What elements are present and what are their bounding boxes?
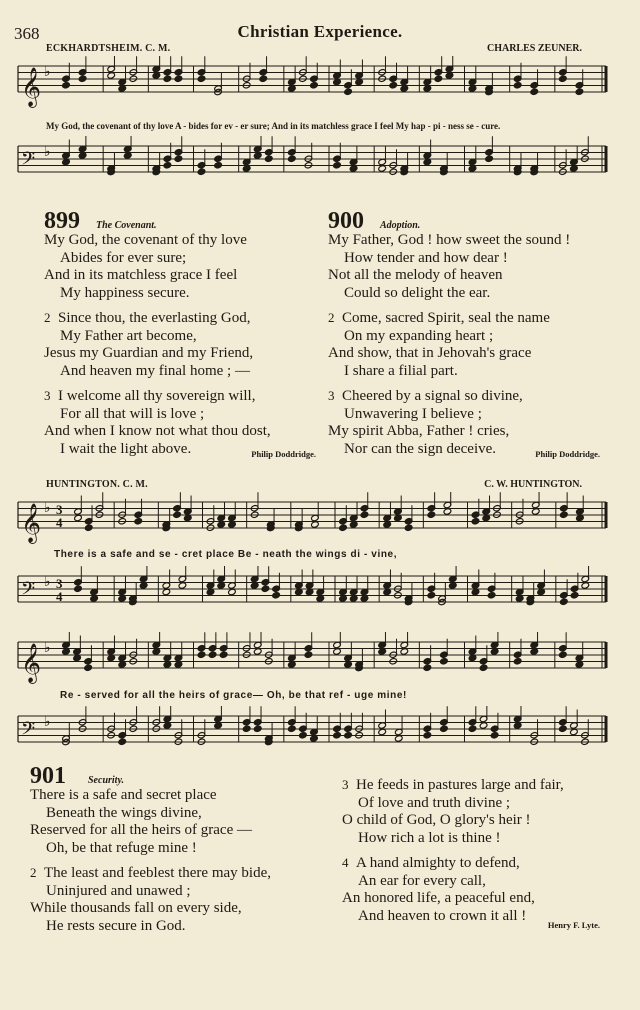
verse-line: How rich a lot is thine ! xyxy=(358,829,501,846)
note-head xyxy=(197,75,206,82)
note-head xyxy=(490,732,499,739)
hymn-901-author: Henry F. Lyte. xyxy=(547,920,600,930)
note-head xyxy=(427,592,436,599)
verse-line: Could so delight the ear. xyxy=(344,284,491,301)
hymn-901-text-right xyxy=(342,776,622,925)
note-head xyxy=(265,155,274,162)
music-staff-bass-3 xyxy=(14,706,614,762)
time-signature: 3 xyxy=(56,576,63,591)
verse-line: Jesus my Guardian and my Friend, xyxy=(44,345,254,361)
note-head xyxy=(242,725,251,732)
note-head xyxy=(261,585,270,592)
hymn-title: Security. xyxy=(88,775,125,786)
note-head xyxy=(304,651,313,658)
verse-line: Beneath the wings divine, xyxy=(46,804,202,821)
flat-icon: ♭ xyxy=(44,714,51,730)
verse-line: My spirit Abba, Father ! cries, xyxy=(328,423,510,439)
stanza-number: 2 xyxy=(44,310,51,325)
verse-line: Come, sacred Spirit, seal the name xyxy=(342,310,550,326)
note-head xyxy=(163,75,172,82)
hymn-title: The Covenant. xyxy=(96,220,157,231)
note-head xyxy=(389,82,398,89)
verse-line: My happiness secure. xyxy=(60,284,190,301)
verse-line: Not all the melody of heaven xyxy=(328,267,503,283)
bass-clef-icon: 𝄢 xyxy=(21,719,36,744)
hymn-900-author: Philip Doddridge. xyxy=(535,449,600,459)
verse-line: While thousands fall on every side, xyxy=(30,900,242,916)
note-head xyxy=(333,732,342,739)
note-head xyxy=(253,725,262,732)
note-head xyxy=(471,518,480,525)
treble-clef-icon: 𝄞 xyxy=(21,67,42,107)
stanza-1 xyxy=(328,232,618,302)
verse-line: Reserved for all the heirs of grace — xyxy=(30,822,252,838)
note-head xyxy=(214,162,223,169)
note-head xyxy=(560,598,569,605)
verse-line: Uninjured and unawed ; xyxy=(46,882,191,899)
verse-line: Since thou, the everlasting God, xyxy=(58,310,251,326)
note-head xyxy=(434,75,443,82)
verse-line: O child of God, O glory's heir ! xyxy=(342,812,531,828)
note-head xyxy=(468,725,477,732)
note-head xyxy=(134,518,143,525)
music-staff-treble-1 xyxy=(14,56,614,112)
hymn-899-header xyxy=(44,208,157,235)
note-head xyxy=(173,511,182,518)
stanza-3 xyxy=(328,387,618,458)
note-head xyxy=(344,88,353,95)
hymn-899-text xyxy=(44,232,314,458)
note-head xyxy=(208,651,217,658)
note-head xyxy=(288,725,297,732)
verse-line: Oh, be that refuge mine ! xyxy=(46,839,197,856)
note-head xyxy=(360,511,369,518)
verse-line: Of love and truth divine ; xyxy=(358,794,511,811)
stanza-number: 4 xyxy=(342,855,349,870)
music-staff-treble-3 xyxy=(14,632,614,688)
verse-line: And in its matchless grace I feel xyxy=(44,267,238,283)
note-head xyxy=(118,738,127,745)
hymn-901-text-left xyxy=(30,787,330,935)
note-head xyxy=(560,511,569,518)
verse-line: For all that will is love ; xyxy=(60,405,205,422)
note-head xyxy=(219,651,228,658)
note-head xyxy=(530,88,539,95)
verse-line: There is a safe and secret place xyxy=(30,787,217,803)
verse-line: And heaven to crown it all ! xyxy=(358,907,527,924)
verse-line: Cheered by a signal so divine, xyxy=(342,388,523,404)
bass-clef-icon: 𝄢 xyxy=(21,579,36,604)
note-head xyxy=(559,725,568,732)
note-head xyxy=(440,658,449,665)
music-staff-bass-1 xyxy=(14,136,614,194)
verse-line: My Father art become, xyxy=(60,327,197,344)
note-head xyxy=(479,664,488,671)
stanza-2 xyxy=(30,864,330,935)
note-head xyxy=(163,162,172,169)
hymn-number: 901 xyxy=(30,763,66,789)
stanza-3 xyxy=(44,387,314,458)
verse-line: He feeds in pastures large and fair, xyxy=(356,777,564,793)
hymn-900-header xyxy=(328,208,420,235)
lyric-underlay-1: My God, the covenant of thy love A - bides for ev - er sure; And in its matchless grace I feel My hap - pi - ness se - cure. xyxy=(46,121,501,131)
verse-line: My God, the covenant of thy love xyxy=(44,232,247,248)
music-staff-bass-2 xyxy=(14,566,614,622)
lyric-underlay-3: Re - served for all the heirs of grace— Oh, be that ref - uge mine! xyxy=(60,690,407,701)
verse-line: Unwavering I believe ; xyxy=(344,405,482,422)
flat-icon: ♭ xyxy=(44,574,51,590)
stanza-3 xyxy=(342,776,622,847)
verse-line: The least and feeblest there may bide, xyxy=(44,865,271,881)
verse-line: I welcome all thy sovereign will, xyxy=(58,388,256,404)
note-head xyxy=(84,664,93,671)
note-head xyxy=(487,592,496,599)
verse-line: Abides for ever sure; xyxy=(60,249,187,266)
note-head xyxy=(339,524,348,531)
verse-line: And show, that in Jehovah's grace xyxy=(328,345,532,361)
tune-name-eckhardtsheim: ECKHARDTSHEIM. C. M. xyxy=(46,43,171,54)
note-head xyxy=(559,75,568,82)
flat-icon: ♭ xyxy=(44,144,51,160)
note-head xyxy=(575,88,584,95)
verse-line: A hand almighty to defend, xyxy=(356,855,520,871)
hymn-title: Adoption. xyxy=(380,220,421,231)
note-head xyxy=(513,82,522,89)
note-head xyxy=(78,75,87,82)
hymn-number: 900 xyxy=(328,208,364,234)
note-head xyxy=(197,168,206,175)
note-head xyxy=(513,658,522,665)
time-signature: 4 xyxy=(56,589,63,604)
verse-line: And heaven my final home ; — xyxy=(60,362,250,379)
hymn-900-text xyxy=(328,232,618,458)
treble-clef-icon: 𝄞 xyxy=(21,643,42,683)
time-signature: 3 xyxy=(56,502,63,517)
verse-line: An ear for every call, xyxy=(358,872,486,889)
stanza-2 xyxy=(328,309,618,380)
verse-line: I wait the light above. xyxy=(60,440,192,457)
music-staff-treble-2 xyxy=(14,492,614,548)
verse-line: I share a filial part. xyxy=(344,362,458,379)
note-head xyxy=(344,732,353,739)
flat-icon: ♭ xyxy=(44,64,51,80)
note-head xyxy=(299,732,308,739)
stanza-2 xyxy=(44,309,314,380)
stanza-number: 3 xyxy=(342,777,349,792)
note-head xyxy=(570,592,579,599)
note-head xyxy=(310,82,319,89)
note-head xyxy=(427,511,436,518)
note-head xyxy=(485,155,494,162)
section-title: Christian Experience. xyxy=(237,22,403,41)
note-head xyxy=(423,664,432,671)
note-head xyxy=(559,651,568,658)
flat-icon: ♭ xyxy=(44,640,51,656)
stanza-1 xyxy=(44,232,314,302)
time-signature: 4 xyxy=(56,515,63,530)
hymn-901-header xyxy=(30,763,124,790)
flat-icon: ♭ xyxy=(44,500,51,516)
note-head xyxy=(423,732,432,739)
note-head xyxy=(174,155,183,162)
note-head xyxy=(259,75,268,82)
stanza-number: 3 xyxy=(328,388,335,403)
stanza-number: 2 xyxy=(328,310,335,325)
note-head xyxy=(288,155,297,162)
verse-line: My Father, God ! how sweet the sound ! xyxy=(328,232,571,248)
verse-line: He rests secure in God. xyxy=(46,917,186,934)
note-head xyxy=(84,524,93,531)
note-head xyxy=(174,75,183,82)
stanza-4 xyxy=(342,854,622,925)
note-head xyxy=(74,585,83,592)
page-number: 368 xyxy=(14,24,40,43)
note-head xyxy=(333,162,342,169)
verse-line: An honored life, a peaceful end, xyxy=(342,890,535,906)
hymn-899-author: Philip Doddridge. xyxy=(251,449,316,459)
stanza-1 xyxy=(30,787,330,857)
verse-line: How tender and how dear ! xyxy=(344,249,508,266)
stanza-number: 3 xyxy=(44,388,51,403)
tune-name-huntington: HUNTINGTON. C. M. xyxy=(46,479,148,490)
bass-clef-icon: 𝄢 xyxy=(21,149,36,174)
treble-clef-icon: 𝄞 xyxy=(21,503,42,543)
note-head xyxy=(440,725,449,732)
hymn-number: 899 xyxy=(44,208,80,234)
composer-zeuner: CHARLES ZEUNER. xyxy=(486,43,582,54)
verse-line: Nor can the sign deceive. xyxy=(344,440,497,457)
note-head xyxy=(62,82,71,89)
lyric-underlay-2: There is a safe and se - cret place Be - neath the wings di - vine, xyxy=(54,549,398,560)
verse-line: On my expanding heart ; xyxy=(344,327,494,344)
composer-huntington: C. W. HUNTINGTON. xyxy=(484,479,582,490)
stanza-number: 2 xyxy=(30,865,37,880)
note-head xyxy=(404,524,413,531)
verse-line: And when I know not what thou dost, xyxy=(44,423,271,439)
note-head xyxy=(197,651,206,658)
note-head xyxy=(272,592,281,599)
